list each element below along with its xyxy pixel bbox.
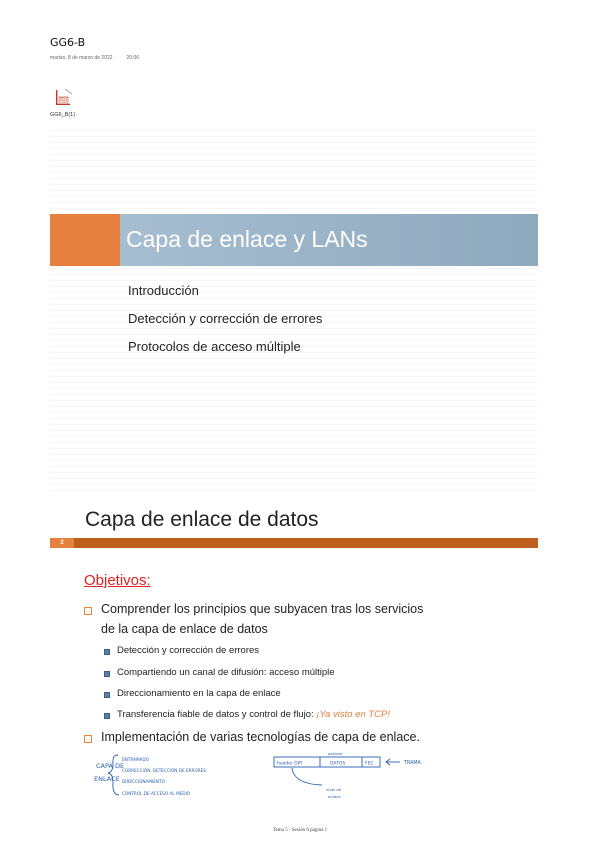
sub-point: Detección y corrección de errores (117, 645, 260, 656)
slide-1 (50, 125, 538, 493)
sub-point: Direccionamiento en la capa de enlace (117, 688, 281, 699)
sub-point-4 (117, 709, 390, 720)
slide-1-item: Detección y corrección de errores (128, 311, 323, 326)
sub-point: Compartiendo un canal de difusión: acceso múltiple (117, 667, 335, 678)
filled-square-bullet-icon (104, 649, 110, 655)
page-title: GG6-B (50, 36, 86, 49)
objective-point-1-line-1: Comprender los principios que subyacen tras los servicios (101, 602, 424, 616)
slide-1-item: Protocolos de acceso múltiple (128, 339, 301, 354)
hand-trailer-box: FEC (365, 761, 374, 767)
slide-1-title: Capa de enlace y LANs (126, 226, 368, 252)
hand-list-item: ENTRAMADO (122, 757, 149, 762)
hand-below-label: enlace (328, 794, 341, 799)
handwritten-annotation (92, 752, 462, 808)
square-bullet-icon (84, 735, 92, 743)
filled-square-bullet-icon (104, 692, 110, 698)
objective-point-1-line-2: de la capa de enlace de datos (101, 622, 268, 636)
pdf-file-icon[interactable] (52, 88, 74, 108)
objectives-heading: Objetivos: (84, 572, 151, 589)
page-timestamp (50, 55, 153, 61)
hand-list-item: CONTROL DE ACCESO AL MEDIO (122, 791, 191, 796)
hand-data-box: DATOS (330, 761, 346, 767)
slide-number: 2 (50, 538, 74, 548)
pdf-badge: PDF (60, 97, 68, 102)
square-bullet-icon (84, 607, 92, 615)
hand-list-item: CORRECCIÓN, DETECCIÓN DE ERRORES (122, 768, 206, 773)
hand-label-enlace: ENLACE (94, 775, 120, 783)
hand-arrow-label: TRAMA (404, 761, 421, 766)
slide-1-accent-block (50, 214, 120, 266)
slide-1-item: Introducción (128, 283, 199, 298)
hand-below-label: nivel de (326, 787, 342, 792)
page-date: martes, 8 de marzo de 2022 (50, 55, 113, 61)
hand-header-box: header DIR (277, 761, 303, 767)
hand-above-label: payload (328, 752, 342, 756)
sub-point-4-highlight: ¡Ya visto en TCP! (316, 709, 391, 720)
filled-square-bullet-icon (104, 713, 110, 719)
slide-2-title: Capa de enlace de datos (85, 508, 319, 531)
objective-point-2: Implementación de varias tecnologías de capa de enlace. (101, 730, 420, 744)
page-time: 20:06 (126, 55, 140, 61)
hand-label-capa: CAPA DE (96, 762, 125, 770)
hand-list-item: DIRECCIONAMIENTO (122, 779, 165, 784)
attachment-label[interactable]: GG6_B(1) (50, 112, 76, 118)
filled-square-bullet-icon (104, 671, 110, 677)
sub-point-4-text: Transferencia fiable de datos y control de flujo: (117, 709, 317, 720)
slide-2-title-bar (50, 538, 538, 548)
page-footer: Tema 5 - Sesión 6 página 1 (272, 828, 328, 833)
